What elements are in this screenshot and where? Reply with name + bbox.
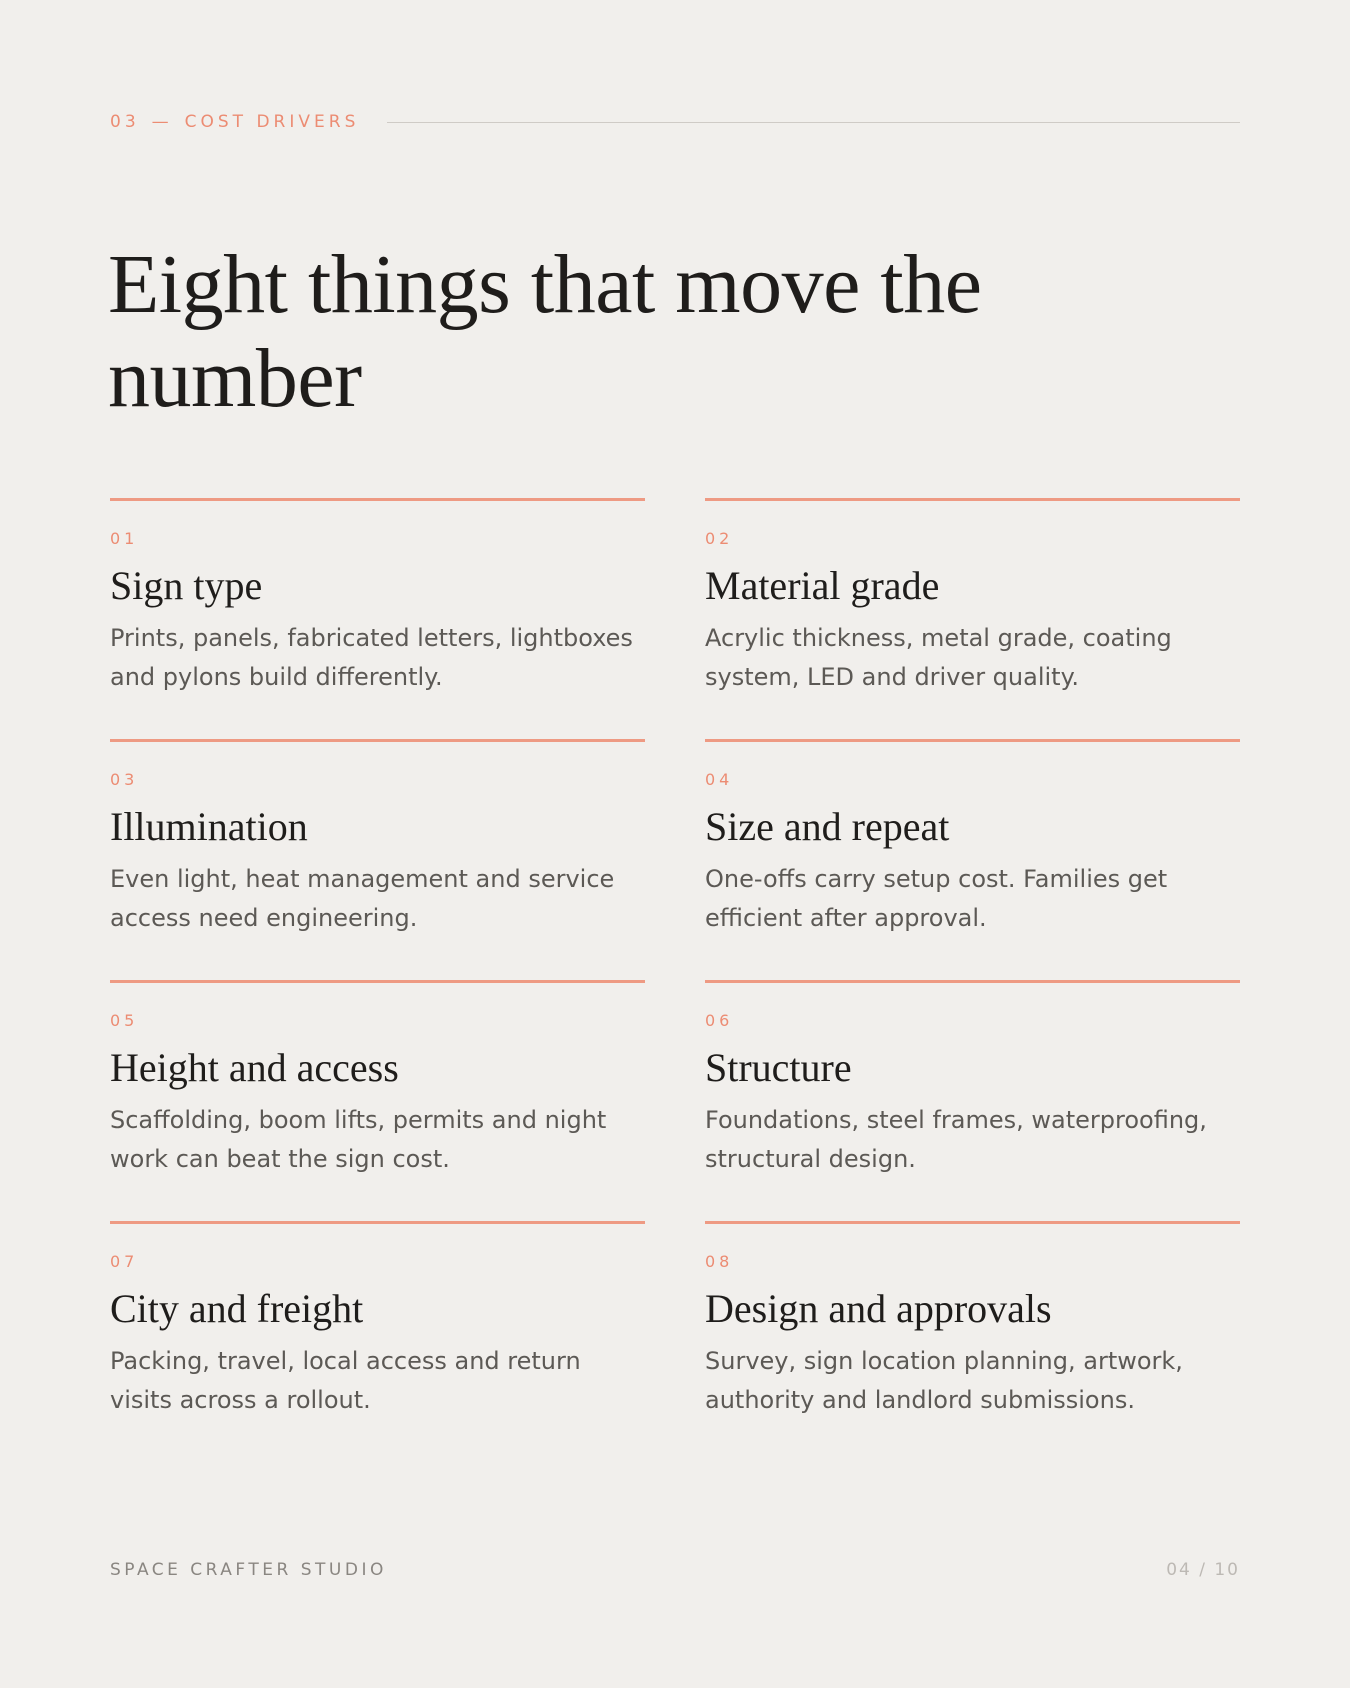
- driver-description: Prints, panels, fabricated letters, lightboxes and pylons build differently.: [110, 624, 633, 691]
- section-number: 03: [110, 112, 140, 132]
- page-footer: [110, 1560, 1240, 1580]
- section-label: [110, 112, 359, 132]
- driver-number: 02: [705, 529, 734, 548]
- section-header: [110, 112, 1240, 132]
- driver-description: Scaffolding, boom lifts, permits and night work can beat the sign cost.: [110, 1106, 607, 1173]
- brand-name: SPACE CRAFTER STUDIO: [110, 1560, 387, 1580]
- page-indicator: 04 / 10: [1166, 1560, 1240, 1580]
- driver-card: [110, 1221, 645, 1462]
- driver-card: [110, 498, 645, 739]
- driver-card: [705, 980, 1240, 1221]
- driver-number: 06: [705, 1011, 734, 1030]
- section-dash: —: [151, 112, 173, 132]
- driver-number: 08: [705, 1252, 734, 1271]
- driver-number: 01: [110, 529, 139, 548]
- driver-card: [110, 980, 645, 1221]
- driver-number: 03: [110, 770, 139, 789]
- driver-title: City and freight: [110, 1286, 364, 1331]
- driver-number: 05: [110, 1011, 139, 1030]
- driver-card: [705, 1221, 1240, 1462]
- driver-title: Sign type: [110, 563, 263, 608]
- driver-description: Acrylic thickness, metal grade, coating system, LED and driver quality.: [705, 624, 1172, 691]
- driver-title: Design and approvals: [705, 1286, 1052, 1331]
- driver-number: 04: [705, 770, 734, 789]
- driver-description: One-offs carry setup cost. Families get efficient after approval.: [705, 865, 1168, 932]
- cost-drivers-grid: [110, 498, 1240, 1462]
- driver-card: [110, 739, 645, 980]
- driver-title: Structure: [705, 1045, 852, 1090]
- driver-number: 07: [110, 1252, 139, 1271]
- driver-card: [705, 739, 1240, 980]
- driver-card: [705, 498, 1240, 739]
- driver-title: Size and repeat: [705, 804, 950, 849]
- driver-title: Illumination: [110, 804, 308, 849]
- section-title: COST DRIVERS: [184, 112, 360, 132]
- driver-description: Foundations, steel frames, waterproofing, structural design.: [705, 1106, 1207, 1173]
- driver-description: Packing, travel, local access and return visits across a rollout.: [110, 1347, 581, 1414]
- driver-description: Even light, heat management and service access need engineering.: [110, 865, 615, 932]
- driver-title: Material grade: [705, 563, 940, 608]
- page-title: Eight things that move the number: [108, 238, 982, 425]
- page: [110, 0, 1240, 1688]
- header-divider: [387, 122, 1240, 123]
- driver-title: Height and access: [110, 1045, 399, 1090]
- driver-description: Survey, sign location planning, artwork, authority and landlord submissions.: [705, 1347, 1183, 1414]
